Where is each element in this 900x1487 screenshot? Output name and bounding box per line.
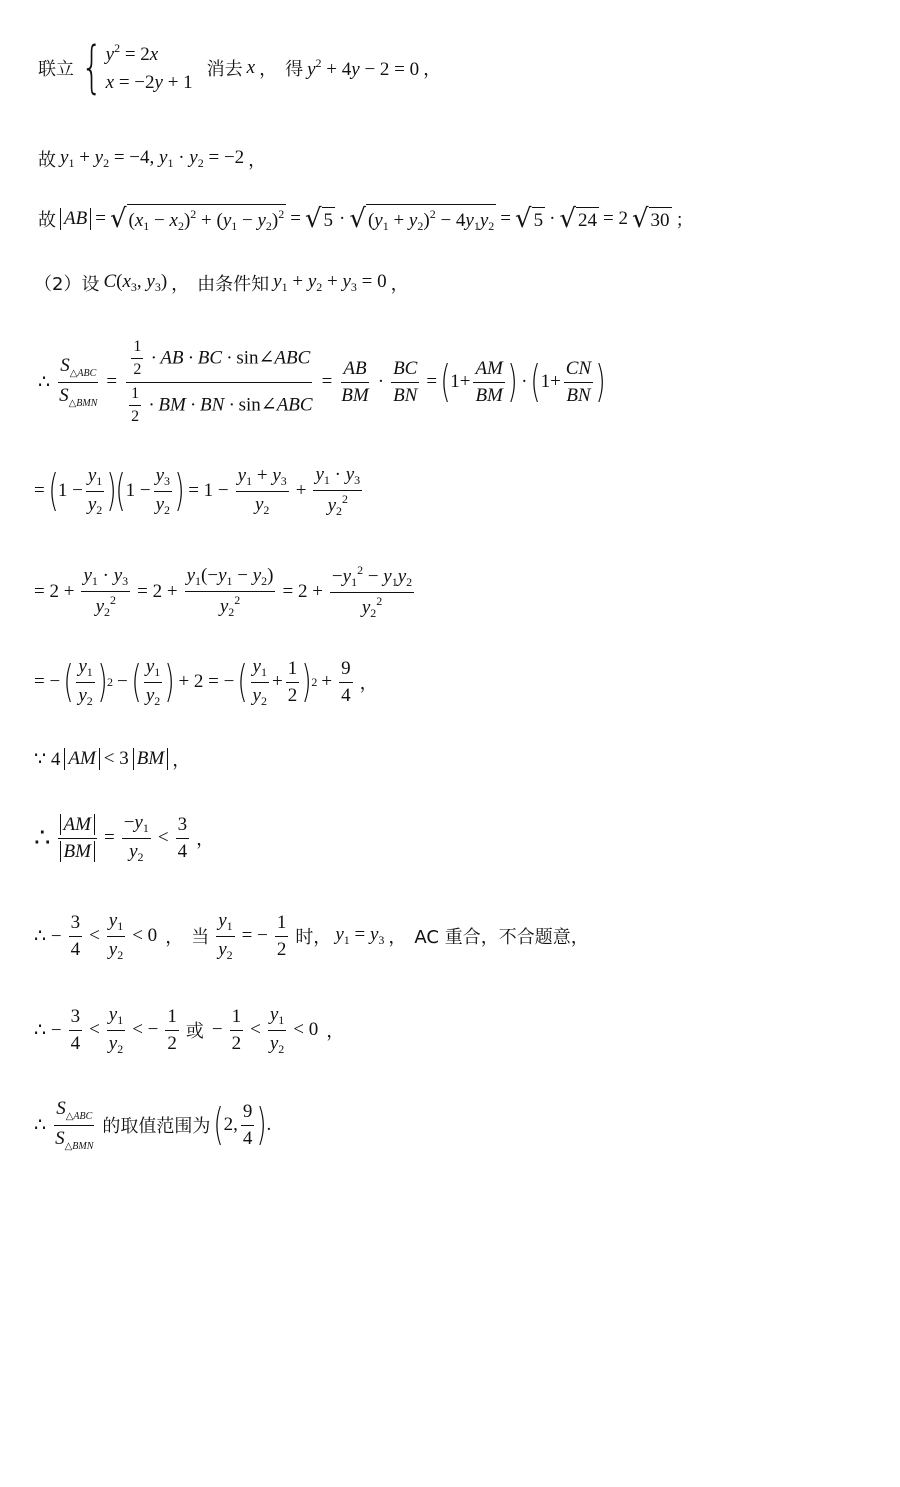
text-de: 得	[285, 59, 304, 81]
text-condition: 由条件知	[197, 274, 270, 295]
line-ab-length: 故 AB = √ $(x_1 - x_2)^2 + (y_1 - y_2)^2$ = √ 5 · √ $(y_1 + y_2)^2 - 4y_1y_2$ = √ 5 · √ 24 = 2 √ 30 ；	[38, 204, 694, 234]
line-expand-1: = ( 1 − $\frac{y_1}{y_2}$ ) ( 1 − $\frac{y_3}{y_2}$ ) = 1 − $\frac{y_1 + y_3}{y_2}$ + $\frac{y_1 \cdot y_3}{y_2^2}$	[34, 464, 361, 518]
text-huo: 或	[185, 1021, 204, 1043]
line-ratio-bound: ∴ $\frac{AM}{BM}$ = $\frac{-y_1}{y_2}$ < $\frac{3}{4}$ ，	[34, 812, 215, 864]
text-range: 的取值范围为	[102, 1116, 211, 1137]
text-part2: （2）设	[34, 274, 100, 295]
line-given-condition: ∵ 4 AM < 3 BM ，	[34, 748, 191, 771]
text-dang: 当	[191, 927, 210, 949]
text-ac-overlap: AC 重合，不合题意，	[414, 927, 589, 949]
text-xiaoqu: 消去	[206, 59, 243, 81]
line-expand-2: = 2 + $\frac{y_1 \cdot y_3}{y_2^2}$ = 2 + $\frac{y_1(-y_1 - y_2)}{y_2^2}$ = 2 + $\frac{-y_1^2 - y_1y_2}{y_2^2}$	[34, 563, 413, 620]
line-part2: （2）设 $C(x_3$, $y_3$) ， 由条件知 $y_1 + y_2 + y_3 = 0$ ，	[34, 271, 409, 295]
line-range-split: ∴ − $\frac{3}{4}$ < $\frac{y_1}{y_2}$ < − $\frac{1}{2}$ 或 − $\frac{1}{2}$ < $\frac{y_1}{y_2}$ < 0 ，	[34, 1004, 345, 1056]
line-area-ratio: ∴ $\frac{S_{\triangle ABC}}{S_{\triangle BMN}}$ = $\frac{1}{2}$ · AB · BC · sin∠ABC $\frac{1}{2}$ · BM · BN · sin∠ABC = $\frac{AB}{BM}$ · $\frac{BC}{BN}$ = ( 1+ $\frac{AM}{BM}$ ) · ( 1+ $\frac{CN}{BN}$ )	[38, 338, 606, 426]
line-system: 联立 { $y^2 = 2x$ x = −2y + 1 消去 x ， 得 $y^2 + 4y - 2 = 0$ ，	[38, 35, 442, 101]
line-exclusion: ∴ − $\frac{3}{4}$ < $\frac{y_1}{y_2}$ < 0 ， 当 $\frac{y_1}{y_2}$ = − $\frac{1}{2}$ 时， $y_1 = y_3$ ， AC 重合，不合题意，	[34, 910, 589, 962]
text-lianli: 联立	[38, 59, 74, 81]
text-gu-2: 故	[38, 210, 56, 231]
line-vieta: 故 $y_1 + y_2 = -4$, $y_1 \cdot y_2 = -2$ ，	[38, 147, 267, 171]
text-gu-1: 故	[38, 150, 56, 171]
line-final-range: ∴ $\frac{S_{\triangle ABC}}{S_{\triangle BMN}}$ 的取值范围为 ( 2, $\frac{9}{4}$ ) .	[34, 1098, 272, 1152]
equation-system: $y^2 = 2x$ x = −2y + 1	[105, 41, 193, 93]
text-shi: 时，	[295, 927, 332, 949]
left-brace: {	[81, 35, 103, 101]
line-quadratic: = − ( $\frac{y_1}{y_2}$ ) 2 − ( $\frac{y_1}{y_2}$ ) + 2 = − ( $\frac{y_1}{y_2}$ + $\frac{1}{2}$ ) 2 + $\frac{9}{4}$ ，	[34, 656, 378, 708]
